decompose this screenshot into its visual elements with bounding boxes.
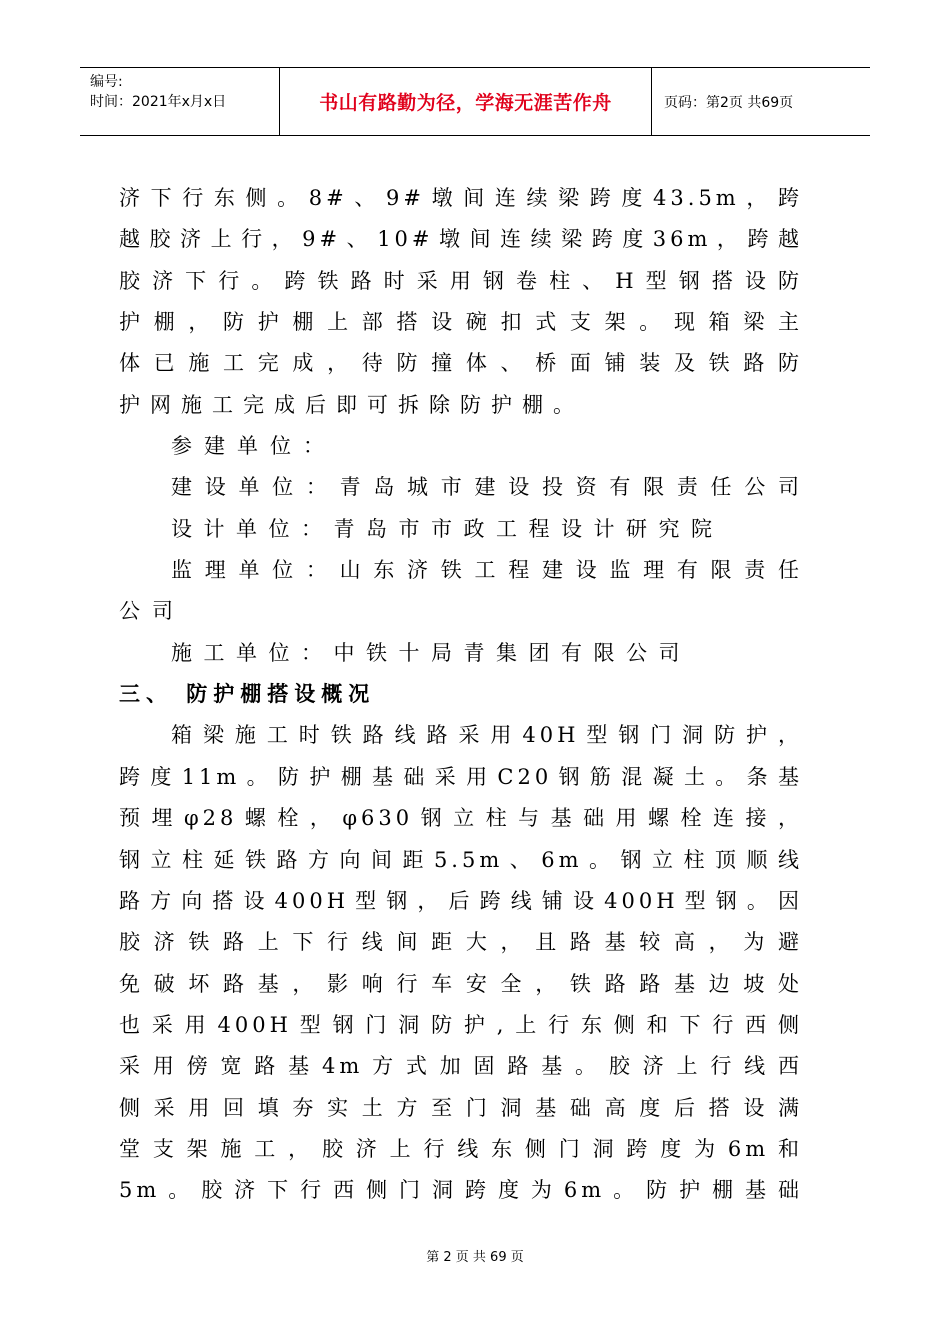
participants-heading: 参建单位： [171,434,336,459]
document-number-label: 编号: [90,74,123,90]
document-time-label: 时间：2021年x月x日 [90,94,227,110]
header-page-info: 页码：第2页 共69页 [664,94,794,111]
body-line: 体已施工完成，待防撞体、桥面铺装及铁路防 [119,351,803,376]
body-line: 越胶济上行，9#、10#墩间连续梁跨度36m，跨越 [119,227,803,252]
body-line: 护棚，防护棚上部搭设碗扣式支架。现箱梁主 [119,310,803,335]
body-line: 堂支架施工，胶济上行线东侧门洞跨度为6m和 [119,1136,803,1161]
participant-contractor-unit: 施工单位：中铁十局青集团有限公司 [171,640,691,665]
body-line: 采用傍宽路基4m方式加固路基。胶济上行线西 [119,1054,803,1079]
body-line: 钢立柱延铁路方向间距5.5m、6m。钢立柱顶顺线 [119,847,803,872]
body-line: 济下行东侧。8#、9#墩间连续梁跨度43.5m，跨 [119,186,803,210]
body-line: 护网施工完成后即可拆除防护棚。 [119,392,584,417]
body-line: 5m。胶济下行西侧门洞跨度为6m。防护棚基础 [119,1178,803,1203]
section-heading: 三、 防护棚搭设概况 [119,682,376,707]
body-line: 胶济铁路上下行线间距大，且路基较高，为避 [119,930,803,955]
body-line: 也采用400H型钢门洞防护,上行东侧和下行西侧 [119,1012,803,1037]
body-line: 预埋φ28螺栓，φ630钢立柱与基础用螺栓连接， [119,806,803,831]
body-line: 路方向搭设400H型钢，后跨线铺设400H型钢。因 [119,888,803,913]
header-motto: 书山有路勤为径，学海无涯苦作舟 [280,68,652,135]
body-line: 箱梁施工时铁路线路采用40H型钢门洞防护， [171,723,803,748]
page-header [80,67,870,136]
document-body [119,178,803,1212]
body-line: 胶济下行。跨铁路时采用钢卷柱、H型钢搭设防 [119,268,803,293]
header-meta [80,68,280,135]
body-line: 侧采用回填夯实土方至门洞基础高度后搭设满 [119,1095,803,1120]
body-line: 跨度11m。防护棚基础采用C20钢筋混凝土。条基 [119,764,803,789]
participant-design-unit: 设计单位：青岛市市政工程设计研究院 [171,516,724,541]
participant-construction-unit: 建设单位：青岛城市建设投资有限责任公司 [171,475,803,500]
page-footer: 第 2 页 共 69 页 [426,1250,524,1265]
body-line: 公司 [119,599,185,624]
body-line: 免破坏路基，影响行车安全，铁路路基边坡处 [119,971,803,996]
participant-supervision-unit: 监理单位：山东济铁工程建设监理有限责任 [171,558,803,583]
